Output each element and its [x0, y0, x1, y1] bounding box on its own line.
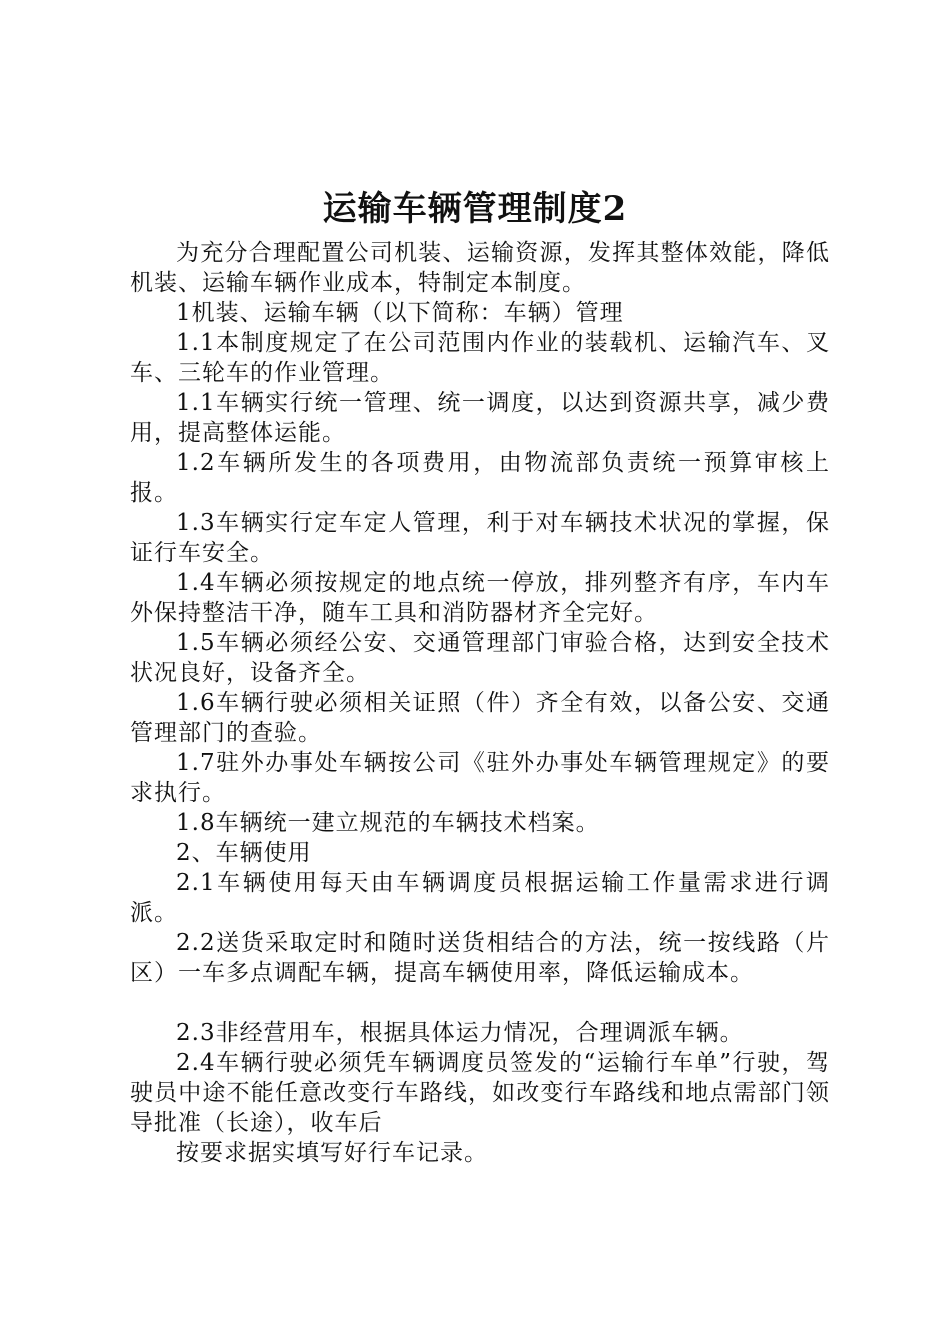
paragraph-1-2: 1.2车辆所发生的各项费用，由物流部负责统一预算审核上报。 [130, 450, 830, 506]
paragraph-2-2: 2.2送货采取定时和随时送货相结合的方法，统一按线路（片区）一车多点调配车辆，提高车辆使用率，降低运输成本。 [130, 930, 830, 986]
paragraph-1-5: 1.5车辆必须经公安、交通管理部门审验合格，达到安全技术状况良好，设备齐全。 [130, 630, 830, 686]
document-title: 运输车辆管理制度2 [322, 189, 628, 229]
paragraph-2-1: 2.1车辆使用每天由车辆调度员根据运输工作量需求进行调派。 [130, 870, 830, 926]
paragraph-1-1-unified: 1.1车辆实行统一管理、统一调度，以达到资源共享，减少费用，提高整体运能。 [130, 390, 830, 446]
section-heading-1: 1机装、运输车辆（以下简称：车辆）管理 [176, 300, 624, 326]
blank-line [130, 988, 830, 1018]
document-body [130, 238, 830, 1168]
paragraph-1-4: 1.4车辆必须按规定的地点统一停放，排列整齐有序，车内车外保持整洁干净，随车工具和消防器材齐全完好。 [130, 570, 830, 626]
paragraph-1-8: 1.8车辆统一建立规范的车辆技术档案。 [176, 810, 600, 836]
paragraph-2-3: 2.3非经营用车，根据具体运力情况，合理调派车辆。 [176, 1020, 744, 1046]
paragraph-1-3: 1.3车辆实行定车定人管理，利于对车辆技术状况的掌握，保证行车安全。 [130, 510, 830, 566]
paragraph-1-1-scope: 1.1本制度规定了在公司范围内作业的装载机、运输汽车、叉车、三轮车的作业管理。 [130, 330, 830, 386]
section-heading-2: 2、车辆使用 [176, 840, 312, 866]
paragraph-2-4-continued: 按要求据实填写好行车记录。 [176, 1140, 488, 1166]
paragraph-intro: 为充分合理配置公司机装、运输资源，发挥其整体效能，降低机装、运输车辆作业成本，特制定本制度。 [130, 240, 830, 296]
paragraph-1-6: 1.6车辆行驶必须相关证照（件）齐全有效，以备公安、交通管理部门的查验。 [130, 690, 830, 746]
paragraph-1-7: 1.7驻外办事处车辆按公司《驻外办事处车辆管理规定》的要求执行。 [130, 750, 830, 806]
paragraph-2-4: 2.4车辆行驶必须凭车辆调度员签发的“运输行车单”行驶，驾驶员中途不能任意改变行车路线，如改变行车路线和地点需部门领导批准（长途），收车后 [130, 1050, 830, 1136]
